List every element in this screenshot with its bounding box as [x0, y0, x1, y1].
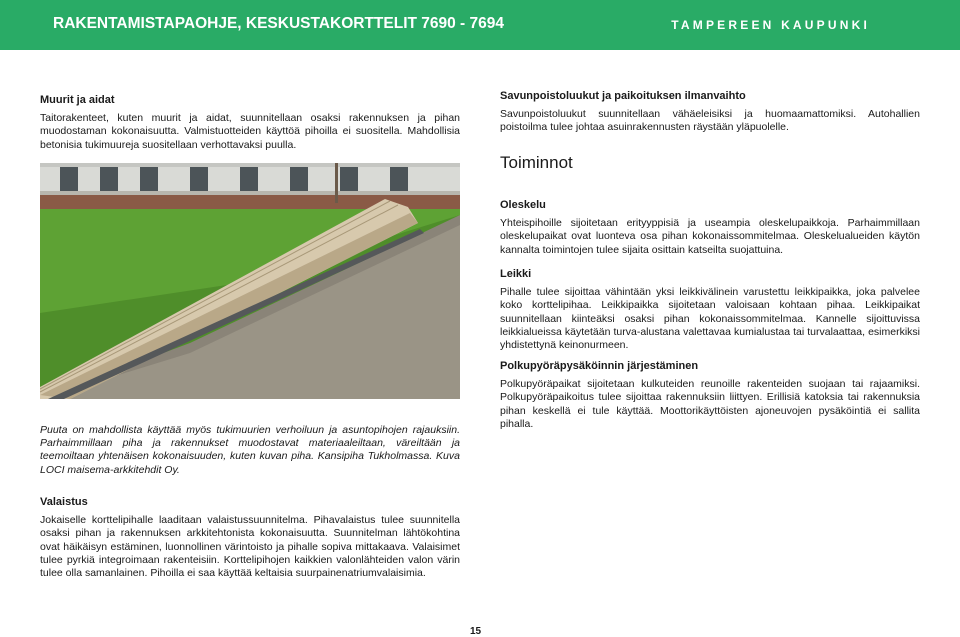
section-polkupyora	[500, 360, 920, 431]
oleskelu-text: Yhteispihoille sijoitetaan erityyppisiä ja useampia oleskelupaikkoja. Parhaimmillaan oleskelupaikat ovat luonteva osa pihan kokonaissommitelmaa. Oleskelualueiden käytön kannalta toimintojen tulee sijaita osittain katseilta suojattuina.	[500, 217, 920, 256]
section-valaistus	[40, 496, 460, 580]
courtyard-photo	[40, 163, 460, 399]
section-toiminnot	[500, 153, 920, 172]
toiminnot-heading: Toiminnot	[500, 153, 573, 172]
savunpoisto-heading: Savunpoistoluukut ja paikoituksen ilmanvaihto	[500, 90, 746, 102]
caption-text: Puuta on mahdollista käyttää myös tukimuurien verhoiluun ja asuntopihojen rajauksiin. Parhaimmillaan piha ja rakennukset muodostavat materiaaleiltaan, väreiltään ja teemoiltaan yhtenäisen kokonaisuuden, kuten kuvan piha. Kansipiha Tukholmassa. Kuva LOCI maisema-arkkitehdit Oy.	[40, 424, 460, 476]
leikki-heading: Leikki	[500, 268, 532, 280]
section-savunpoisto	[500, 90, 920, 135]
savunpoisto-text: Savunpoistoluukut suunnitellaan vähäeleisiksi ja huomaamattomiksi. Autohallien poistoilma tulee johtaa asuinrakennusten räystään yläpuolelle.	[500, 108, 920, 134]
valaistus-heading: Valaistus	[40, 496, 88, 508]
polkupyora-text: Polkupyöräpaikat sijoitetaan kulkuteiden reunoille rakenteiden suojaan tai rajaamiksi. Polkupyöräpaikoitus tulee sijoittaa rakennuksiin liittyen. Erillisiä katoksia tai rakennuksia pihan keskellä ei tule käyttää. Moottorikäyttöisten ajoneuvojen pysäköintiä ei sallita pihalla.	[500, 378, 920, 430]
section-muurit	[40, 94, 460, 152]
muurit-text: Taitorakenteet, kuten muurit ja aidat, suunnitellaan osaksi rakennuksen ja pihan muodostaman kokonaisuutta. Valmistuotteiden käyttöä pihoilla ei suositella. Mahdollisia betonisia tukimuureja suositellaan verhottavaksi puulla.	[40, 112, 460, 151]
city-name: TAMPEREEN KAUPUNKI	[671, 18, 870, 32]
section-oleskelu	[500, 199, 920, 257]
page-number: 15	[470, 626, 482, 637]
page-header	[0, 0, 960, 50]
document-title: RAKENTAMISTAPAOHJE, KESKUSTAKORTTELIT 7690 - 7694	[53, 15, 505, 32]
photo-caption	[40, 424, 460, 477]
leikki-text: Pihalle tulee sijoittaa vähintään yksi leikkivälinein varustettu leikkipaikka, joka palvelee koko korttelipihaa. Leikkipaikka sijoitetaan valoisaan kohtaan pihaa. Leikkipaikat suunnitellaan kiinteäksi osaksi pihan kokonaissommitelmaa. Kannelle sijoittuvissa leikkialueissa käytetään turva-alustana valettavaa kumialustaa tai turvalaattaa, esimerkiksi yhdistettynä keinonurmeen.	[500, 286, 920, 352]
polkupyora-heading: Polkupyöräpysäköinnin järjestäminen	[500, 360, 699, 372]
section-leikki	[500, 268, 920, 352]
oleskelu-heading: Oleskelu	[500, 199, 546, 211]
muurit-heading: Muurit ja aidat	[40, 94, 115, 106]
valaistus-text: Jokaiselle korttelipihalle laaditaan valaistussuunnitelma. Pihavalaistus tulee suunnitella osaksi pihan ja rakennuksen arkkitehtonista kokonaisuutta. Suunnitelman lähtökohtina ovat häikäisyn estäminen, luonnollinen värintoisto ja pihalle sopiva mittakaava. Valaisimet tulee pyrkiä integroimaan rakenteisiin. Korttelipihojen kaikkien valonlähteiden valon värin tulee olla samanlainen. Pihoilla ei saa käyttää keltaisia suurpainenatriumvalaisimia.	[40, 514, 460, 580]
